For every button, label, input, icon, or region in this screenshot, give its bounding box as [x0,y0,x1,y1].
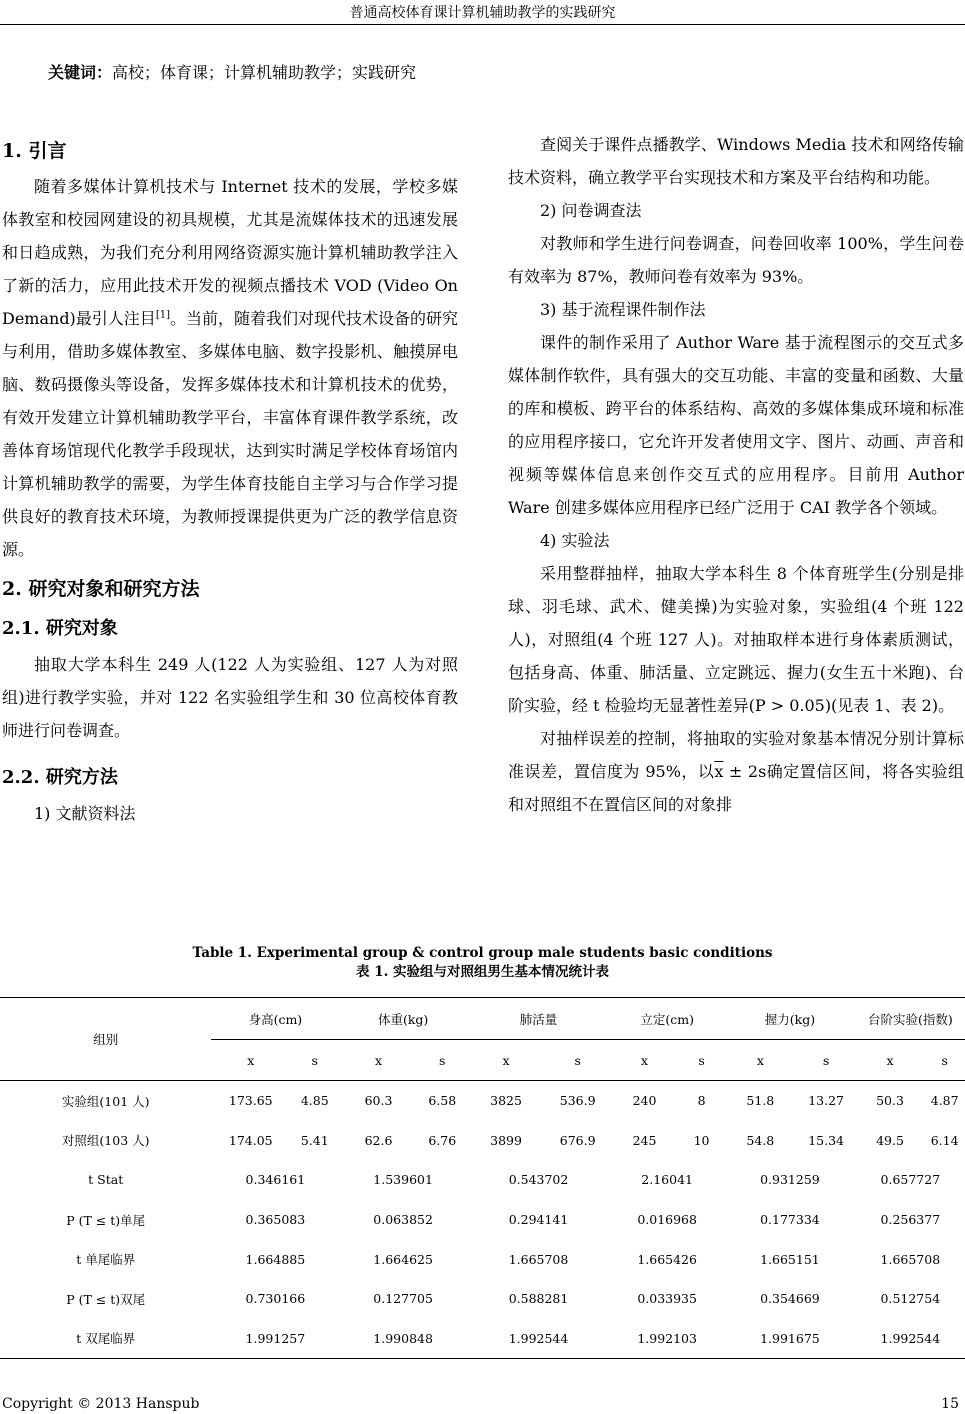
table-caption-cn: 表 1. 实验组与对照组男生基本情况统计表 [356,964,609,980]
sub-x: x [211,1040,290,1081]
stat-cell: 0.588281 [508,1291,569,1307]
table-cell: 536.9 [559,1093,596,1109]
stat-cell: 0.177334 [760,1212,820,1228]
stat-cell: 1.992103 [610,1319,724,1359]
section21-paragraph: 抽取大学本科生 249 人(122 人为实验组、127 人为对照组)进行教学实验，并对 122 名实验组学生和 30 位高校体育教师进行问卷调查。 [2,655,458,740]
method1-label: 1) 文献资料法 [34,804,136,823]
table-row [0,1121,965,1161]
stat-cell: 1.665151 [760,1251,820,1267]
stat-row [0,1200,965,1240]
stat-cell: 2.16041 [641,1172,693,1188]
stat-cell: 1.992544 [856,1319,965,1359]
table-caption [0,944,965,982]
table-cell: 240 [632,1093,657,1109]
stat-label: P (T ≤ t)单尾 [66,1212,146,1228]
intro-heading: 1. 引言 [2,140,67,162]
table-cell: 3825 [490,1093,522,1109]
table-cell: 5.41 [300,1132,329,1148]
method2-label: 2) 问卷调查法 [540,201,642,220]
stat-row [0,1239,965,1279]
mean-symbol: $\overline{x}$ [714,762,724,781]
table-cell: 6.76 [428,1132,457,1148]
table-cell: 676.9 [559,1132,596,1148]
stat-cell: 1.665708 [880,1251,941,1267]
method4-label: 4) 实验法 [540,531,610,550]
section2-heading: 2. 研究对象和研究方法 [2,578,200,600]
table-body [0,1081,965,1359]
table-cell: 10 [693,1132,710,1148]
table-cell: 4.87 [930,1093,959,1109]
table-cell: 245 [632,1132,657,1148]
col-group-weight: 体重(kg) [339,998,467,1040]
table-cell: 51.8 [746,1093,775,1109]
keywords-text: 高校；体育课；计算机辅助教学；实践研究 [112,63,417,82]
stat-cell: 0.657727 [880,1172,941,1188]
table-cell: 13.27 [808,1093,845,1109]
sub-s: s [545,1040,610,1081]
stat-cell: 1.664885 [245,1251,306,1267]
table-header-row [0,998,965,1040]
sub-x: x [467,1040,545,1081]
table-cell: 15.34 [808,1132,845,1148]
stat-cell: 1.991675 [724,1319,856,1359]
stat-row [0,1160,965,1200]
stat-cell: 0.365083 [245,1212,306,1228]
table-caption-en: Table 1. Experimental group & control group male students basic conditions [192,945,773,961]
table-row [0,1081,965,1121]
sub-s: s [418,1040,467,1081]
col-group-grip: 握力(kg) [724,998,856,1040]
stat-cell: 0.294141 [508,1212,569,1228]
keywords-label: 关键词： [48,63,113,82]
method4-text2 [508,722,964,821]
method3-text: 课件的制作采用了 Author Ware 基于流程图示的交互式多媒体制作软件，具有强大的交互功能、丰富的变量和函数、大量的库和模板、跨平台的体系结构、高效的多媒体集成环境和标准的应用程序接口，它允许开发者使用文字、图片、动画、声音和视频等媒体信息来创作交互式的应用程序。目前用 Author Ware 创建多媒体应用程序已经广泛用于 CAI 教学各个领域。 [508,333,964,517]
intro-text-a: 随着多媒体计算机技术与 Internet 技术的发展，学校多媒体教室和校园网建设的初具规模，尤其是流媒体技术的迅速发展和日趋成熟，为我们充分利用网络资源实施计算机辅助教学注入了新的活力，应用此技术开发的视频点播技术 VOD (Video On Demand)最引人注目 [2,177,458,328]
method4-text2-b: 确定置信区间，将各实验组和对照组不在置信区间的对象排 [508,762,964,814]
stat-cell: 0.127705 [373,1291,433,1307]
col-group-vital-capacity: 肺活量 [467,998,610,1040]
stat-cell: 0.346161 [245,1172,306,1188]
table-cell: 4.85 [300,1093,329,1109]
intro-paragraph [2,170,458,566]
stat-cell: 1.992544 [467,1319,610,1359]
col-group-long-jump: 立定(cm) [610,998,724,1040]
row-label: 实验组(101 人) [61,1093,150,1109]
stat-cell: 1.990848 [339,1319,467,1359]
sub-s: s [797,1040,856,1081]
copyright: Copyright © 2013 Hanspub [2,1396,200,1412]
page-number: 15 [941,1396,959,1412]
stat-cell: 0.543702 [508,1172,569,1188]
method2-text: 对教师和学生进行问卷调查，问卷回收率 100%，学生问卷有效率为 87%，教师问卷有效率为 93%。 [508,234,964,286]
stat-cell: 0.512754 [880,1291,941,1307]
left-column [2,128,458,830]
stat-cell: 0.354669 [760,1291,820,1307]
intro-text-b: 。当前，随着我们对现代技术设备的研究与利用，借助多媒体教室、多媒体电脑、数字投影机、触摸屏电脑、数码摄像头等设备，发挥多媒体技术和计算机技术的优势，有效开发建立计算机辅助教学平台，丰富体育课件教学系统，改善体育场馆现代化教学手段现状，达到实时满足学校体育场馆内计算机辅助教学的需要，为学生体育技能自主学习与合作学习提供良好的教育技术环境，为教师授课提供更为广泛的教学信息资源。 [2,309,458,559]
stat-cell: 0.730166 [245,1291,306,1307]
sub-x: x [610,1040,679,1081]
right-column [508,128,964,821]
table-cell: 60.3 [364,1093,393,1109]
stat-cell: 0.016968 [637,1212,697,1228]
keywords [48,60,416,83]
stat-cell: 1.665708 [508,1251,569,1267]
stat-label: t 双尾临界 [0,1319,211,1359]
citation-ref: [1] [155,309,170,321]
table-cell: 6.14 [930,1132,959,1148]
data-table [0,997,965,1359]
table-cell: 50.3 [876,1093,904,1109]
table-cell: 3899 [490,1132,522,1148]
stat-cell: 1.665426 [637,1251,697,1267]
section22-heading: 2.2. 研究方法 [2,767,118,788]
table-cell: 8 [697,1093,706,1109]
stat-label: P (T ≤ t)双尾 [66,1291,146,1307]
pm-2s: ± 2s [723,762,767,781]
method3-label: 3) 基于流程课件制作法 [540,300,706,319]
stat-cell: 0.931259 [760,1172,820,1188]
table-cell: 49.5 [876,1132,904,1148]
col-group-height: 身高(cm) [211,998,339,1040]
sub-s: s [924,1040,965,1081]
stat-label: t 单尾临界 [76,1252,136,1268]
header-rule [0,24,965,25]
table-cell: 54.8 [746,1132,775,1148]
method4-text1: 采用整群抽样，抽取大学本科生 8 个体育班学生(分别是排球、羽毛球、武术、健美操)为实验对象，实验组(4 个班 122 人)，对照组(4 个班 127 人)。对抽取样本进行身体素质测试，包括身高、体重、肺活量、立定跳远、握力(女生五十米跑)、台阶实验，经 t 检验均无显著性差异(P > 0.05)(见表 1、表 2)。 [508,564,964,715]
section21-heading: 2.1. 研究对象 [2,618,118,639]
sub-x: x [724,1040,796,1081]
stat-cell: 0.033935 [637,1291,697,1307]
sub-x: x [856,1040,925,1081]
stat-cell: 0.063852 [373,1212,433,1228]
table-cell: 173.65 [228,1093,273,1109]
stat-row [0,1319,965,1359]
sub-s: s [290,1040,339,1081]
sub-s: s [679,1040,724,1081]
running-header: 普通高校体育课计算机辅助教学的实践研究 [349,5,616,21]
stat-label: t Stat [88,1172,124,1188]
stat-cell: 1.664625 [373,1251,433,1267]
table-cell: 6.58 [428,1093,457,1109]
method1-text: 查阅关于课件点播教学、Windows Media 技术和网络传输技术资料，确立教学平台实现技术和方案及平台结构和功能。 [508,135,964,187]
stat-cell: 0.256377 [880,1212,941,1228]
stat-cell: 1.539601 [373,1172,433,1188]
table-cell: 62.6 [364,1132,393,1148]
col-group-step-test: 台阶实验(指数) [856,998,965,1040]
group-header: 组别 [0,998,211,1081]
stat-row [0,1279,965,1319]
row-label: 对照组(103 人) [61,1133,150,1149]
method4-text2-a: 对抽样误差的控制，将抽取的实验对象基本情况分别计算标准误差，置信度为 95%，以 [508,729,964,781]
sub-x: x [339,1040,417,1081]
table-cell: 174.05 [228,1132,273,1148]
stat-cell: 1.991257 [211,1319,339,1359]
